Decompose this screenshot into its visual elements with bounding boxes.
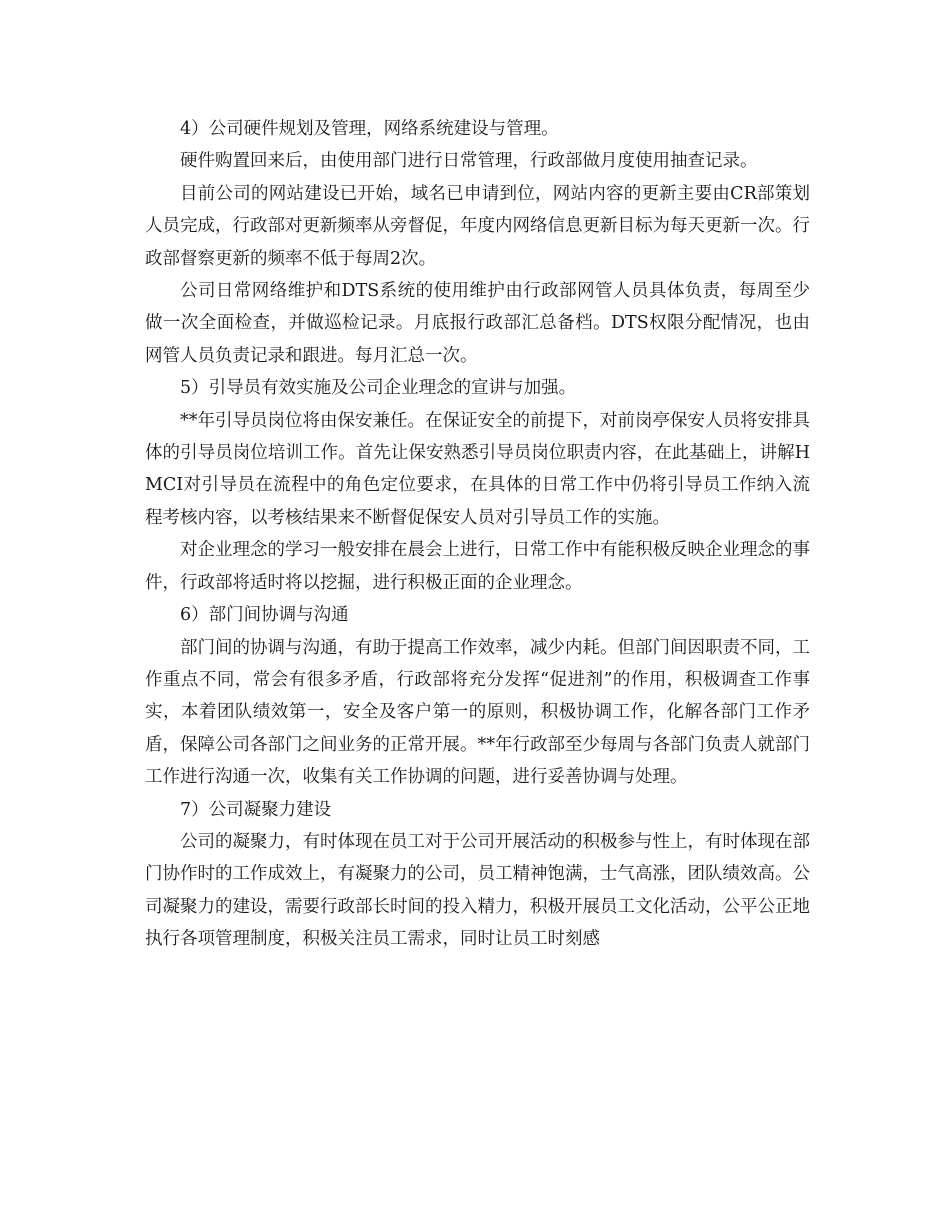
paragraph-network-maintenance: 公司日常网络维护和DTS系统的使用维护由行政部网管人员具体负责，每周至少做一次全面检查，并做巡检记录。月底报行政部汇总备档。DTS权限分配情况，也由网管人员负责记录和跟进。每月汇总一次。 [145, 281, 810, 366]
paragraph-enterprise-philosophy: 对企业理念的学习一般安排在晨会上进行，日常工作中有能积极反映企业理念的事件，行政部将适时将以挖掘，进行积极正面的企业理念。 [145, 540, 810, 593]
paragraph-hardware-management: 硬件购置回来后，由使用部门进行日常管理，行政部做月度使用抽查记录。 [180, 151, 758, 172]
paragraph-department-coordination: 部门间的协调与沟通，有助于提高工作效率，减少内耗。但部门间因职责不同，工作重点不同，常会有很多矛盾，行政部将充分发挥“促进剂”的作用，积极调查工作事实，本着团队绩效第一，安全及客户第一的原则，积极协调工作，化解各部门工作矛盾，保障公司各部门之间业务的正常开展。**年行政部至少每周与各部门负责人就部门工作进行沟通一次，收集有关工作协调的问题，进行妥善协调与处理。 [145, 637, 810, 788]
heading-item-6: 6）部门间协调与沟通 [180, 605, 349, 626]
paragraph-guide-staff: **年引导员岗位将由保安兼任。在保证安全的前提下，对前岗亭保安人员将安排具体的引导员岗位培训工作。首先让保安熟悉引导员岗位职责内容，在此基础上，讲解HMCI对引导员在流程中的角色定位要求，在具体的日常工作中仍将引导员工作纳入流程考核内容，以考核结果来不断督促保安人员对引导员工作的实施。 [145, 410, 810, 528]
heading-item-5: 5）引导员有效实施及公司企业理念的宣讲与加强。 [180, 378, 577, 399]
heading-item-7: 7）公司凝聚力建设 [180, 799, 332, 820]
paragraph-cohesion-building: 公司的凝聚力，有时体现在员工对于公司开展活动的积极参与性上，有时体现在部门协作时的工作成效上，有凝聚力的公司，员工精神饱满，士气高涨，团队绩效高。公司凝聚力的建设，需要行政部长时间的投入精力，积极开展员工文化活动，公平公正地执行各项管理制度，积极关注员工需求，同时让员工时刻感 [145, 831, 810, 950]
paragraph-website-construction: 目前公司的网站建设已开始，域名已申请到位，网站内容的更新主要由CR部策划人员完成，行政部对更新频率从旁督促，年度内网络信息更新目标为每天更新一次。行政部督察更新的频率不低于每周2次。 [145, 183, 810, 269]
heading-item-4: 4）公司硬件规划及管理，网络系统建设与管理。 [180, 119, 559, 139]
document-body [145, 113, 810, 956]
